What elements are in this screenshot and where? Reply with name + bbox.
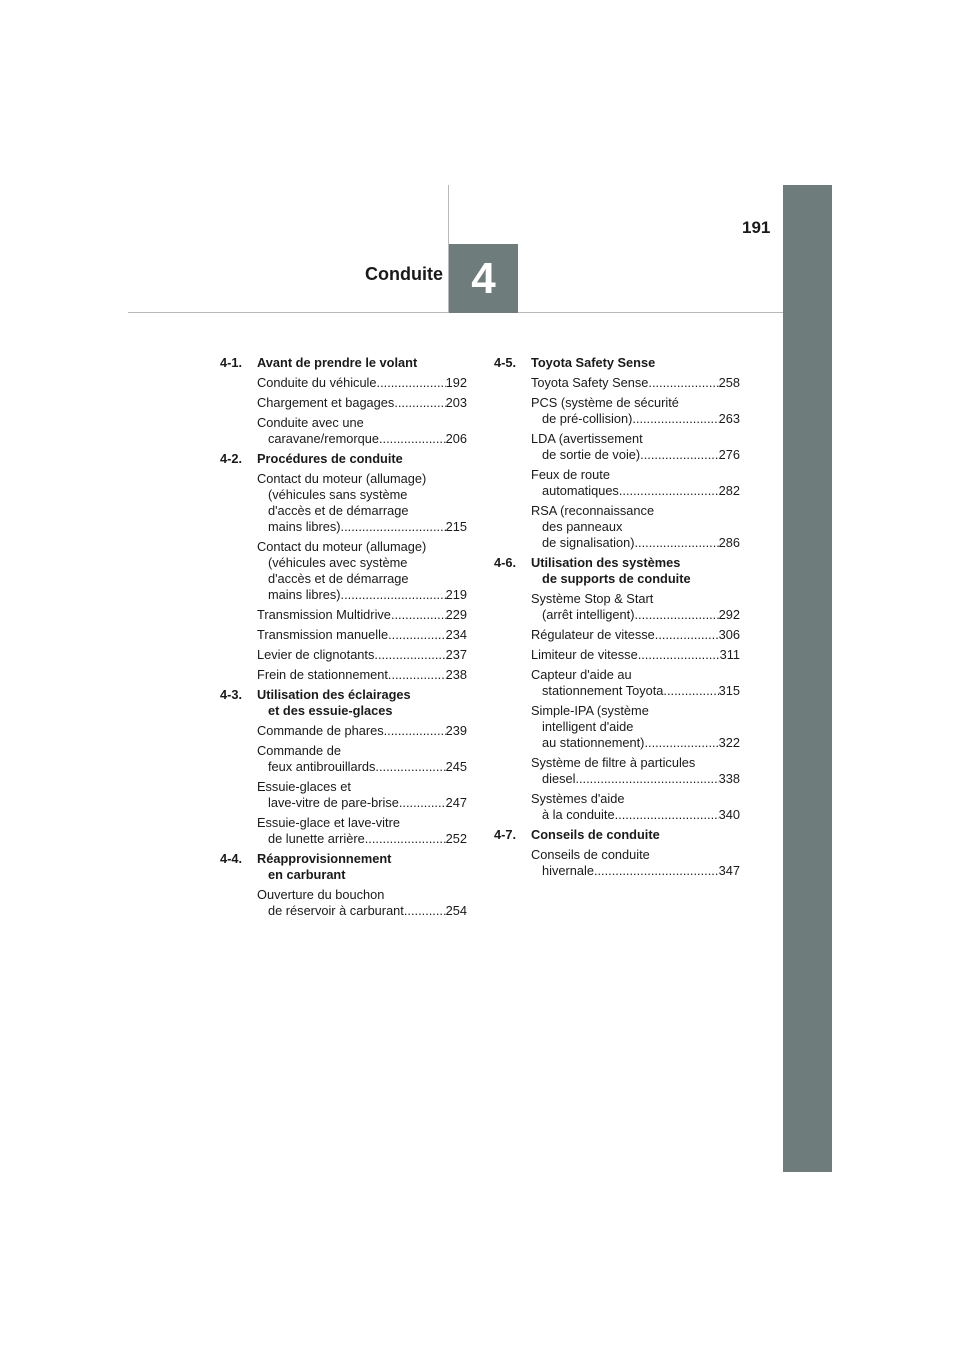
entry-last-line xyxy=(531,863,740,879)
entry-last-line xyxy=(257,723,467,739)
chapter-side-tab xyxy=(783,185,832,1172)
toc-entry[interactable] xyxy=(257,607,467,623)
entry-page-number: 322 xyxy=(718,735,740,750)
entry-text-line: (véhicules avec système xyxy=(268,555,408,570)
section-title-line: en carburant xyxy=(268,867,346,882)
toc-entry[interactable] xyxy=(257,415,467,447)
entry-page-number: 215 xyxy=(445,519,467,534)
entry-text-line: Simple-IPA (système xyxy=(531,703,649,718)
section-number: 4-1. xyxy=(220,355,243,370)
entry-text-line: Feux de route xyxy=(531,467,610,482)
toc-entry[interactable] xyxy=(531,847,740,879)
entry-page-number: 192 xyxy=(445,375,467,390)
dot-leader xyxy=(365,831,446,847)
dot-leader xyxy=(384,723,446,739)
toc-entry[interactable] xyxy=(257,743,467,775)
dot-leader xyxy=(399,795,446,811)
toc-section xyxy=(220,687,467,847)
entry-text-line: mains libres) xyxy=(268,587,341,602)
entry-page-number: 239 xyxy=(445,723,467,738)
toc-entry[interactable] xyxy=(531,647,740,663)
toc-entry[interactable] xyxy=(257,887,467,919)
section-title xyxy=(531,555,740,587)
entry-text-line: Systèmes d'aide xyxy=(531,791,625,806)
toc-entry[interactable] xyxy=(257,375,467,391)
dot-leader xyxy=(619,483,719,499)
entry-page-number: 254 xyxy=(445,903,467,918)
entry-page-number: 306 xyxy=(718,627,740,642)
section-title xyxy=(531,827,740,843)
entry-last-line xyxy=(531,647,740,663)
entry-last-line xyxy=(531,607,740,623)
toc-entry[interactable] xyxy=(257,779,467,811)
entry-last-line xyxy=(531,683,740,699)
entry-text-line: (arrêt intelligent) xyxy=(542,607,635,622)
entry-last-line xyxy=(257,519,467,535)
toc-section xyxy=(220,851,467,919)
dot-leader xyxy=(341,519,446,535)
toc-entry[interactable] xyxy=(531,755,740,787)
dot-leader xyxy=(391,607,446,623)
entry-text-line: Commande de phares xyxy=(257,723,384,738)
toc-entry[interactable] xyxy=(257,815,467,847)
section-heading xyxy=(494,827,740,843)
entry-text-line: PCS (système de sécurité xyxy=(531,395,679,410)
dot-leader xyxy=(655,627,719,643)
entry-text-line: Limiteur de vitesse xyxy=(531,647,638,662)
dot-leader xyxy=(648,375,718,391)
toc-section xyxy=(494,827,740,879)
dot-leader xyxy=(638,647,720,663)
entry-text-line: au stationnement) xyxy=(542,735,645,750)
entry-text-line: de pré-collision) xyxy=(542,411,633,426)
toc-entry[interactable] xyxy=(257,395,467,411)
entry-page-number: 245 xyxy=(445,759,467,774)
entry-text-line: intelligent d'aide xyxy=(542,719,634,734)
section-title-line: Avant de prendre le volant xyxy=(257,355,418,370)
entry-last-line xyxy=(257,607,467,623)
toc-entry[interactable] xyxy=(531,431,740,463)
entry-text-line: Frein de stationnement xyxy=(257,667,388,682)
entry-last-line xyxy=(531,411,740,427)
page-number: 191 xyxy=(742,218,771,237)
dot-leader xyxy=(594,863,719,879)
entry-text-line: RSA (reconnaissance xyxy=(531,503,655,518)
section-title-line: Procédures de conduite xyxy=(257,451,403,466)
section-number: 4-6. xyxy=(494,555,517,570)
toc-column-left xyxy=(220,355,467,923)
dot-leader xyxy=(632,411,718,427)
section-title xyxy=(257,687,467,719)
entry-text-line: d'accès et de démarrage xyxy=(268,571,409,586)
section-number: 4-7. xyxy=(494,827,517,842)
entry-page-number: 203 xyxy=(445,395,467,410)
entry-text-line: (véhicules sans système xyxy=(268,487,408,502)
entry-page-number: 219 xyxy=(445,587,467,602)
entry-text-line: Ouverture du bouchon xyxy=(257,887,385,902)
entry-text-line: Chargement et bagages xyxy=(257,395,395,410)
section-title xyxy=(257,851,467,883)
entry-text-line: Régulateur de vitesse xyxy=(531,627,655,642)
entry-page-number: 238 xyxy=(445,667,467,682)
dot-leader xyxy=(377,375,446,391)
toc-entry[interactable] xyxy=(531,375,740,391)
entry-last-line xyxy=(531,627,740,643)
entry-page-number: 315 xyxy=(718,683,740,698)
entry-page-number: 252 xyxy=(445,831,467,846)
entry-text-line: de signalisation) xyxy=(542,535,635,550)
toc-entry[interactable] xyxy=(257,471,467,535)
dot-leader xyxy=(341,587,446,603)
entry-text-line: feux antibrouillards xyxy=(268,759,376,774)
entry-last-line xyxy=(531,483,740,499)
entry-page-number: 263 xyxy=(718,411,740,426)
entry-text-line: lave-vitre de pare-brise xyxy=(268,795,399,810)
entry-text-line: diesel xyxy=(542,771,576,786)
dot-leader xyxy=(615,807,719,823)
entry-text-line: Contact du moteur (allumage) xyxy=(257,471,427,486)
dot-leader xyxy=(575,771,718,787)
entry-last-line xyxy=(531,447,740,463)
section-title-line: Réapprovisionnement xyxy=(257,851,392,866)
dot-leader xyxy=(379,431,446,447)
toc-entry[interactable] xyxy=(531,703,740,751)
section-title-line: et des essuie-glaces xyxy=(268,703,393,718)
entry-page-number: 229 xyxy=(445,607,467,622)
section-heading xyxy=(220,355,467,371)
toc-column-right xyxy=(494,355,740,883)
dot-leader xyxy=(404,903,446,919)
entry-last-line xyxy=(257,831,467,847)
toc-section xyxy=(494,355,740,551)
entry-last-line xyxy=(531,807,740,823)
entry-text-line: caravane/remorque xyxy=(268,431,379,446)
toc-section xyxy=(220,355,467,447)
entry-last-line xyxy=(531,375,740,391)
toc-entry[interactable] xyxy=(531,667,740,699)
section-title-line: Utilisation des systèmes xyxy=(531,555,681,570)
entry-text-line: de sortie de voie) xyxy=(542,447,641,462)
entry-text-line: hivernale xyxy=(542,863,594,878)
toc-entry[interactable] xyxy=(531,591,740,623)
toc-entry[interactable] xyxy=(257,627,467,643)
entry-text-line: Toyota Safety Sense xyxy=(531,375,649,390)
entry-text-line: stationnement Toyota xyxy=(542,683,664,698)
entry-text-line: Conduite du véhicule xyxy=(257,375,377,390)
toc-entry[interactable] xyxy=(531,395,740,427)
entry-text-line: automatiques xyxy=(542,483,619,498)
dot-leader xyxy=(634,535,718,551)
entry-page-number: 311 xyxy=(719,647,740,662)
entry-text-line: Transmission Multidrive xyxy=(257,607,391,622)
entry-page-number: 286 xyxy=(718,535,740,550)
entry-page-number: 258 xyxy=(718,375,740,390)
toc-entry[interactable] xyxy=(257,667,467,683)
dot-leader xyxy=(388,667,446,683)
entry-text-line: Commande de xyxy=(257,743,341,758)
section-number: 4-3. xyxy=(220,687,243,702)
dot-leader xyxy=(394,395,445,411)
entry-text-line: Conseils de conduite xyxy=(531,847,650,862)
toc-entry[interactable] xyxy=(531,503,740,551)
dot-leader xyxy=(640,447,718,463)
entry-page-number: 276 xyxy=(718,447,740,462)
section-title-line: Conseils de conduite xyxy=(531,827,660,842)
entry-last-line xyxy=(257,627,467,643)
toc-entry[interactable] xyxy=(257,539,467,603)
dot-leader xyxy=(644,735,718,751)
dot-leader xyxy=(634,607,718,623)
section-title-line: de supports de conduite xyxy=(542,571,691,586)
dot-leader xyxy=(375,759,445,775)
toc-entry[interactable] xyxy=(257,647,467,663)
entry-last-line xyxy=(531,535,740,551)
toc-entry[interactable] xyxy=(257,723,467,739)
section-title xyxy=(257,451,467,467)
section-heading xyxy=(494,555,740,587)
dot-leader xyxy=(663,683,718,699)
chapter-title: Conduite xyxy=(365,264,443,284)
dot-leader xyxy=(388,627,446,643)
entry-page-number: 340 xyxy=(718,807,740,822)
entry-last-line xyxy=(257,431,467,447)
entry-text-line: LDA (avertissement xyxy=(531,431,643,446)
section-number: 4-5. xyxy=(494,355,517,370)
entry-page-number: 234 xyxy=(445,627,467,642)
entry-text-line: Transmission manuelle xyxy=(257,627,389,642)
section-heading xyxy=(494,355,740,371)
entry-last-line xyxy=(257,395,467,411)
entry-text-line: des panneaux xyxy=(542,519,623,534)
toc-section xyxy=(494,555,740,823)
entry-last-line xyxy=(257,759,467,775)
entry-page-number: 247 xyxy=(445,795,467,810)
entry-last-line xyxy=(531,735,740,751)
section-heading xyxy=(220,851,467,883)
toc-entry[interactable] xyxy=(531,627,740,643)
entry-last-line xyxy=(257,795,467,811)
section-number: 4-4. xyxy=(220,851,243,866)
entry-last-line xyxy=(531,771,740,787)
entry-text-line: Contact du moteur (allumage) xyxy=(257,539,427,554)
entry-text-line: de lunette arrière xyxy=(268,831,365,846)
entry-text-line: Conduite avec une xyxy=(257,415,364,430)
entry-page-number: 282 xyxy=(718,483,740,498)
entry-last-line xyxy=(257,667,467,683)
section-heading xyxy=(220,451,467,467)
entry-last-line xyxy=(257,587,467,603)
entry-text-line: Essuie-glace et lave-vitre xyxy=(257,815,400,830)
entry-last-line xyxy=(257,647,467,663)
entry-page-number: 237 xyxy=(445,647,467,662)
entry-text-line: à la conduite xyxy=(542,807,615,822)
toc-entry[interactable] xyxy=(531,467,740,499)
entry-text-line: Levier de clignotants xyxy=(257,647,375,662)
toc-entry[interactable] xyxy=(531,791,740,823)
entry-text-line: de réservoir à carburant xyxy=(268,903,404,918)
entry-page-number: 347 xyxy=(718,863,740,878)
dot-leader xyxy=(374,647,445,663)
entry-text-line: Capteur d'aide au xyxy=(531,667,632,682)
entry-text-line: Essuie-glaces et xyxy=(257,779,351,794)
toc-section xyxy=(220,451,467,683)
section-title xyxy=(531,355,740,371)
entry-page-number: 338 xyxy=(718,771,740,786)
section-title-line: Utilisation des éclairages xyxy=(257,687,411,702)
section-heading xyxy=(220,687,467,719)
entry-page-number: 292 xyxy=(718,607,740,622)
entry-text-line: d'accès et de démarrage xyxy=(268,503,409,518)
chapter-number: 4 xyxy=(471,253,496,303)
entry-text-line: Système Stop & Start xyxy=(531,591,654,606)
entry-page-number: 206 xyxy=(445,431,467,446)
entry-last-line xyxy=(257,903,467,919)
entry-text-line: mains libres) xyxy=(268,519,341,534)
section-title xyxy=(257,355,467,371)
entry-last-line xyxy=(257,375,467,391)
chapter-number-box xyxy=(449,244,518,313)
section-number: 4-2. xyxy=(220,451,243,466)
entry-text-line: Système de filtre à particules xyxy=(531,755,696,770)
section-title-line: Toyota Safety Sense xyxy=(531,355,656,370)
